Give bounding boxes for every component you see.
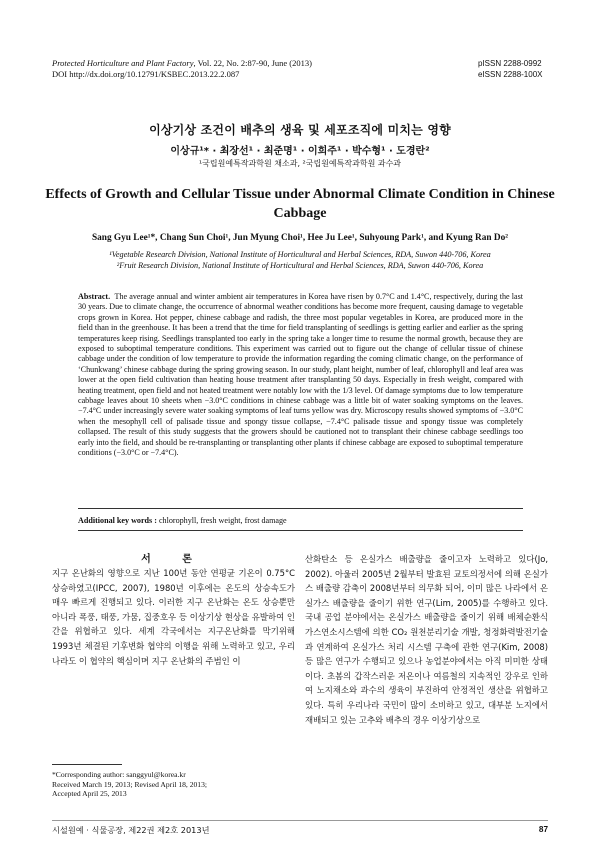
volume-info: , Vol. 22, No. 2:87-90, June (2013) — [193, 58, 312, 68]
affiliation-2: ²Fruit Research Division, National Institute of Horticultural and Herbal Sciences, RDA, Suwon 440-706, Korea — [116, 260, 484, 270]
korean-title: 이상기상 조건이 배추의 생육 및 세포조직에 미치는 영향 — [149, 123, 451, 137]
footer-divider — [52, 820, 548, 821]
accepted-date: Accepted April 25, 2013 — [52, 789, 127, 799]
doi-link[interactable]: DOI http://dx.doi.org/10.12791/KSBEC.2013.22.2.087 — [52, 69, 240, 79]
affiliation-1: ¹Vegetable Research Division, National Institute of Horticultural and Herbal Sciences, RDA, Suwon 440-706, Korea — [109, 250, 491, 259]
footnote — [52, 770, 295, 799]
journal-name: Protected Horticulture and Plant Factory — [52, 58, 194, 68]
korean-authors: 이상규¹* · 최장선¹ · 최준명¹ · 이희주¹ · 박수형¹ · 도경란² — [170, 146, 430, 157]
abstract — [78, 292, 523, 459]
page-footer — [52, 825, 548, 836]
footnote-divider — [52, 764, 122, 765]
pissn: pISSN 2288-0992 — [478, 59, 542, 68]
divider — [78, 530, 523, 531]
keywords-text: chlorophyll, fresh weight, frost damage — [156, 516, 287, 525]
english-title: Effects of Growth and Cellular Tissue under Abnormal Climate Condition in Chinese Cabbage — [45, 187, 555, 221]
divider — [78, 508, 523, 509]
body-column-right: 산화탄소 등 온실가스 배출량을 줄이고자 노력하고 있다(Jo, 2002). 아울러 2005년 2월부터 발효된 교토의정서에 의해 온실가스 배출량 감축이 2008년부터 의무화 되어, 이미 많은 나라에서 온실가스 배출량을 줄이기 위한 연구(Lim, 2005)를 수행하고 있다. 국내 공업 분야에서는 온실가스 배출량을 줄이기 위해 배체순환식 가스연소시스템에 의한 CO₂ 원천분리기술 개발, 청정화력발전기술과 연계하여 온실가스 처리 시스템 구축에 관한 연구(Kim, 2008) 등 많은 연구가 수행되고 있으나 농업분야에서는 아직 미미한 상태이다. 초봄의 갑작스러운 저온이나 여름철의 지속적인 강우로 인하여 노지채소와 과수의 생육이 부진하여 안정적인 생산을 위협하고 있다. 특히 우리나라 국민이 많이 소비하고 있고, 대부분 노지에서 재배되고 있는 고추와 배추의 경우 이상기상으로 — [305, 554, 548, 725]
corresponding-author: *Corresponding author: sanggyul@korea.kr — [52, 770, 186, 779]
korean-affiliation: ¹국립원예특작과학원 채소과, ²국립원예특작과학원 과수과 — [198, 159, 402, 168]
section-heading: 서 론 — [141, 554, 206, 565]
received-date: Received March 19, 2013; Revised April 18, 2013; — [52, 779, 208, 789]
keywords — [78, 516, 523, 525]
abstract-text: The average annual and winter ambient air temperatures in Korea have risen by 0.7°C and 1.4°C, respectively, during the last 30 years. Due to climate change, the occurrence of abnormal weather conditions has become more frequent, causing damage to vegetable crops grown in Korea. Hot pepper, chinese cabbage and radish, the three most popular vegetables in Korea, are produced more in the field than in the greenhouse. It has been a trend that the time for field transplanting of seedlings is getting earlier and earlier as the spring temperatures keep rising. Seedlings transplanted too early in the spring take a longer time to resume the normal growth, because they are exposed to suboptimal temperature conditions. This experiment was carried out to figure out the change of cellular tissue of chinese cabbage under the condition of low temperature to provide the information regarding the coming climatic change, on the performance of ‘Chunkwang’ chinese cabbage during the spring growing season. In our study, plant height, number of leaf, chlorophyll and leaf area was lower at the open field cultivation than heating house treatment after transplanting 50 days. Especially in fresh weight, compared with heating treatment, open field and not heated treatment were notably low with the 1/3 level. Of damage symptoms due to low temperature cabbage leaves about 10 sheets when −3.0°C conditions in chinese cabbage was a little bit of water soaking symptoms on the leaves. −7.4°C under increasingly severe water soaking symptoms of leaf turns yellow was dry. Microscopy results showed symptoms of −3.0°C when the mesophyll cell of palisade tissue and spongy tissue collapse, −7.4°C palisade tissue and spongy tissue was completely collapsed. The result of this study suggests that the growers should be cautioned not to transplant their chinese cabbage seedlings too early into the field, and should be re-transplanting or transplanting other plants if chinese cabbage are exposed to suboptimal temperature conditions (−3.0°C or −7.4°C). — [78, 292, 524, 458]
english-affiliations — [20, 250, 580, 271]
english-authors: Sang Gyu Lee¹*, Chang Sun Choi¹, Jun Myung Choi¹, Hee Ju Lee¹, Suhyoung Park¹, and Kyung Ran Do² — [91, 233, 509, 243]
issn-block — [478, 58, 548, 80]
eissn: eISSN 2288-100X — [478, 70, 543, 79]
page-number: 87 — [538, 825, 548, 834]
keywords-label: Additional key words : — [78, 516, 157, 525]
body-column-left: 지구 온난화의 영향으로 지난 100년 동안 연평균 기온이 0.75°C 상승하였고(IPCC, 2007), 1980년 이후에는 온도의 상승속도가 매우 빠르게 진행되고 있다. 이러한 지구 온난화는 온도 상승뿐만 아니라 폭풍, 태풍, 가뭄, 집중호우 등 이상기상 현상을 유발하여 인간을 위협하고 있다. 세계 각국에서는 지구온난화를 막기위해 1993년 체결된 기후변화 협약의 이행을 위해 노력하고 있고, 우리나라도 이 협약의 핵심이며 지구 온난화의 주범인 이 — [52, 568, 295, 666]
abstract-label: Abstract. — [78, 292, 111, 301]
footer-journal: 시설원예 · 식물공장, 제22권 제2호 2013년 — [52, 825, 210, 835]
citation — [52, 58, 372, 80]
